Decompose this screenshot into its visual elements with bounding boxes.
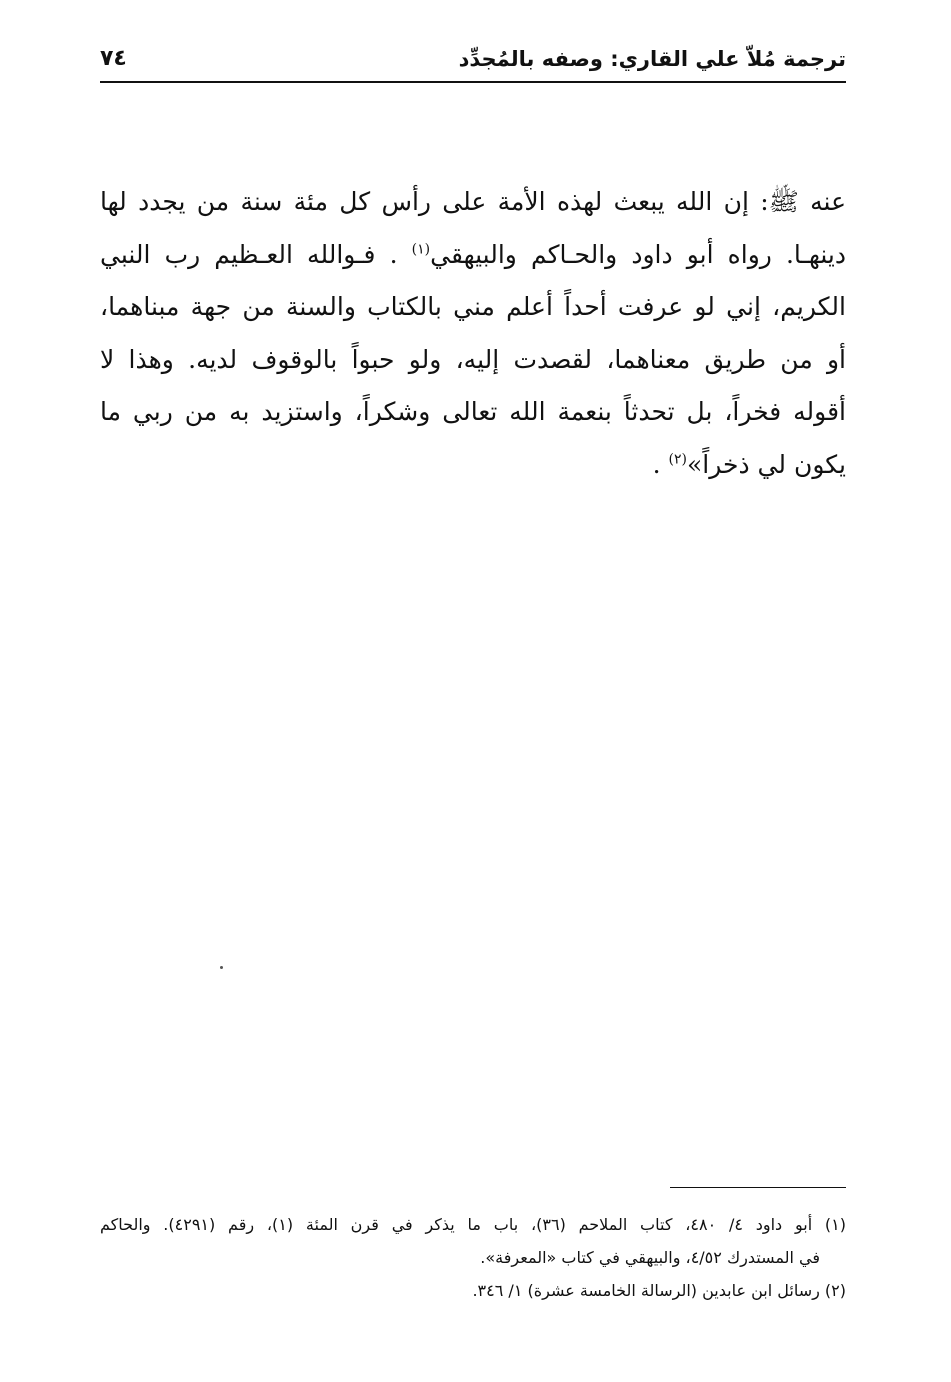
footnotes [100, 1208, 846, 1307]
text-line-2-end: . فـوالله العـظيم رب النبي [100, 239, 398, 269]
footnote-ref-2: (٢) [668, 451, 687, 468]
text-line-3: الكريم، إني لو عرفت أحداً أعلم مني بالكتاب والسنة من جهة مبناهما، [100, 292, 846, 321]
main-text [100, 176, 846, 491]
footnote-ref-1: (١) [411, 241, 431, 258]
footnote-2: (٢) رسائل ابن عابدين (الرسالة الخامسة عشرة) ١/ ٣٤٦. [472, 1281, 846, 1300]
text-line-2 [100, 229, 846, 282]
text-line-1: عنه ﷺ: إن الله يبعث لهذه الأمة على رأس كل مئة سنة من يجدد لها [100, 187, 846, 216]
text-line-4: أو من طريق معناهما، لقصدت إليه، ولو حبواً بالوقوف لديه. وهذا لا [100, 344, 846, 374]
footnote-1-line-2: في المستدرك ٤/٥٢، والبيهقي في كتاب «المعرفة». [480, 1248, 820, 1267]
header-title: ترجمة مُلاّ علي القاري: وصفه بالمُجدِّد [458, 47, 846, 71]
footnote-1-line-1: (١) أبو داود ٤/ ٤٨٠، كتاب الملاحم (٣٦)، باب ما يذكر في قرن المئة (١)، رقم (٤٢٩١). والحاكم [100, 1215, 846, 1234]
text-line-6 [100, 439, 846, 492]
running-header [100, 42, 846, 78]
page-number: ٧٤ [100, 46, 127, 71]
footnote-separator [670, 1187, 846, 1188]
text-line-6-start: يكون لي ذخراً» [686, 449, 846, 479]
text-line-6-end: . [652, 449, 661, 479]
text-line-5: أقوله فخراً، بل تحدثاً بنعمة الله تعالى وشكراً، واستزيد به من ربي ما [100, 397, 846, 426]
header-rule [100, 81, 846, 83]
print-speck [220, 966, 223, 969]
text-line-2-start: دينهـا. رواه أبو داود والحـاكم والبيهقي [430, 239, 846, 269]
